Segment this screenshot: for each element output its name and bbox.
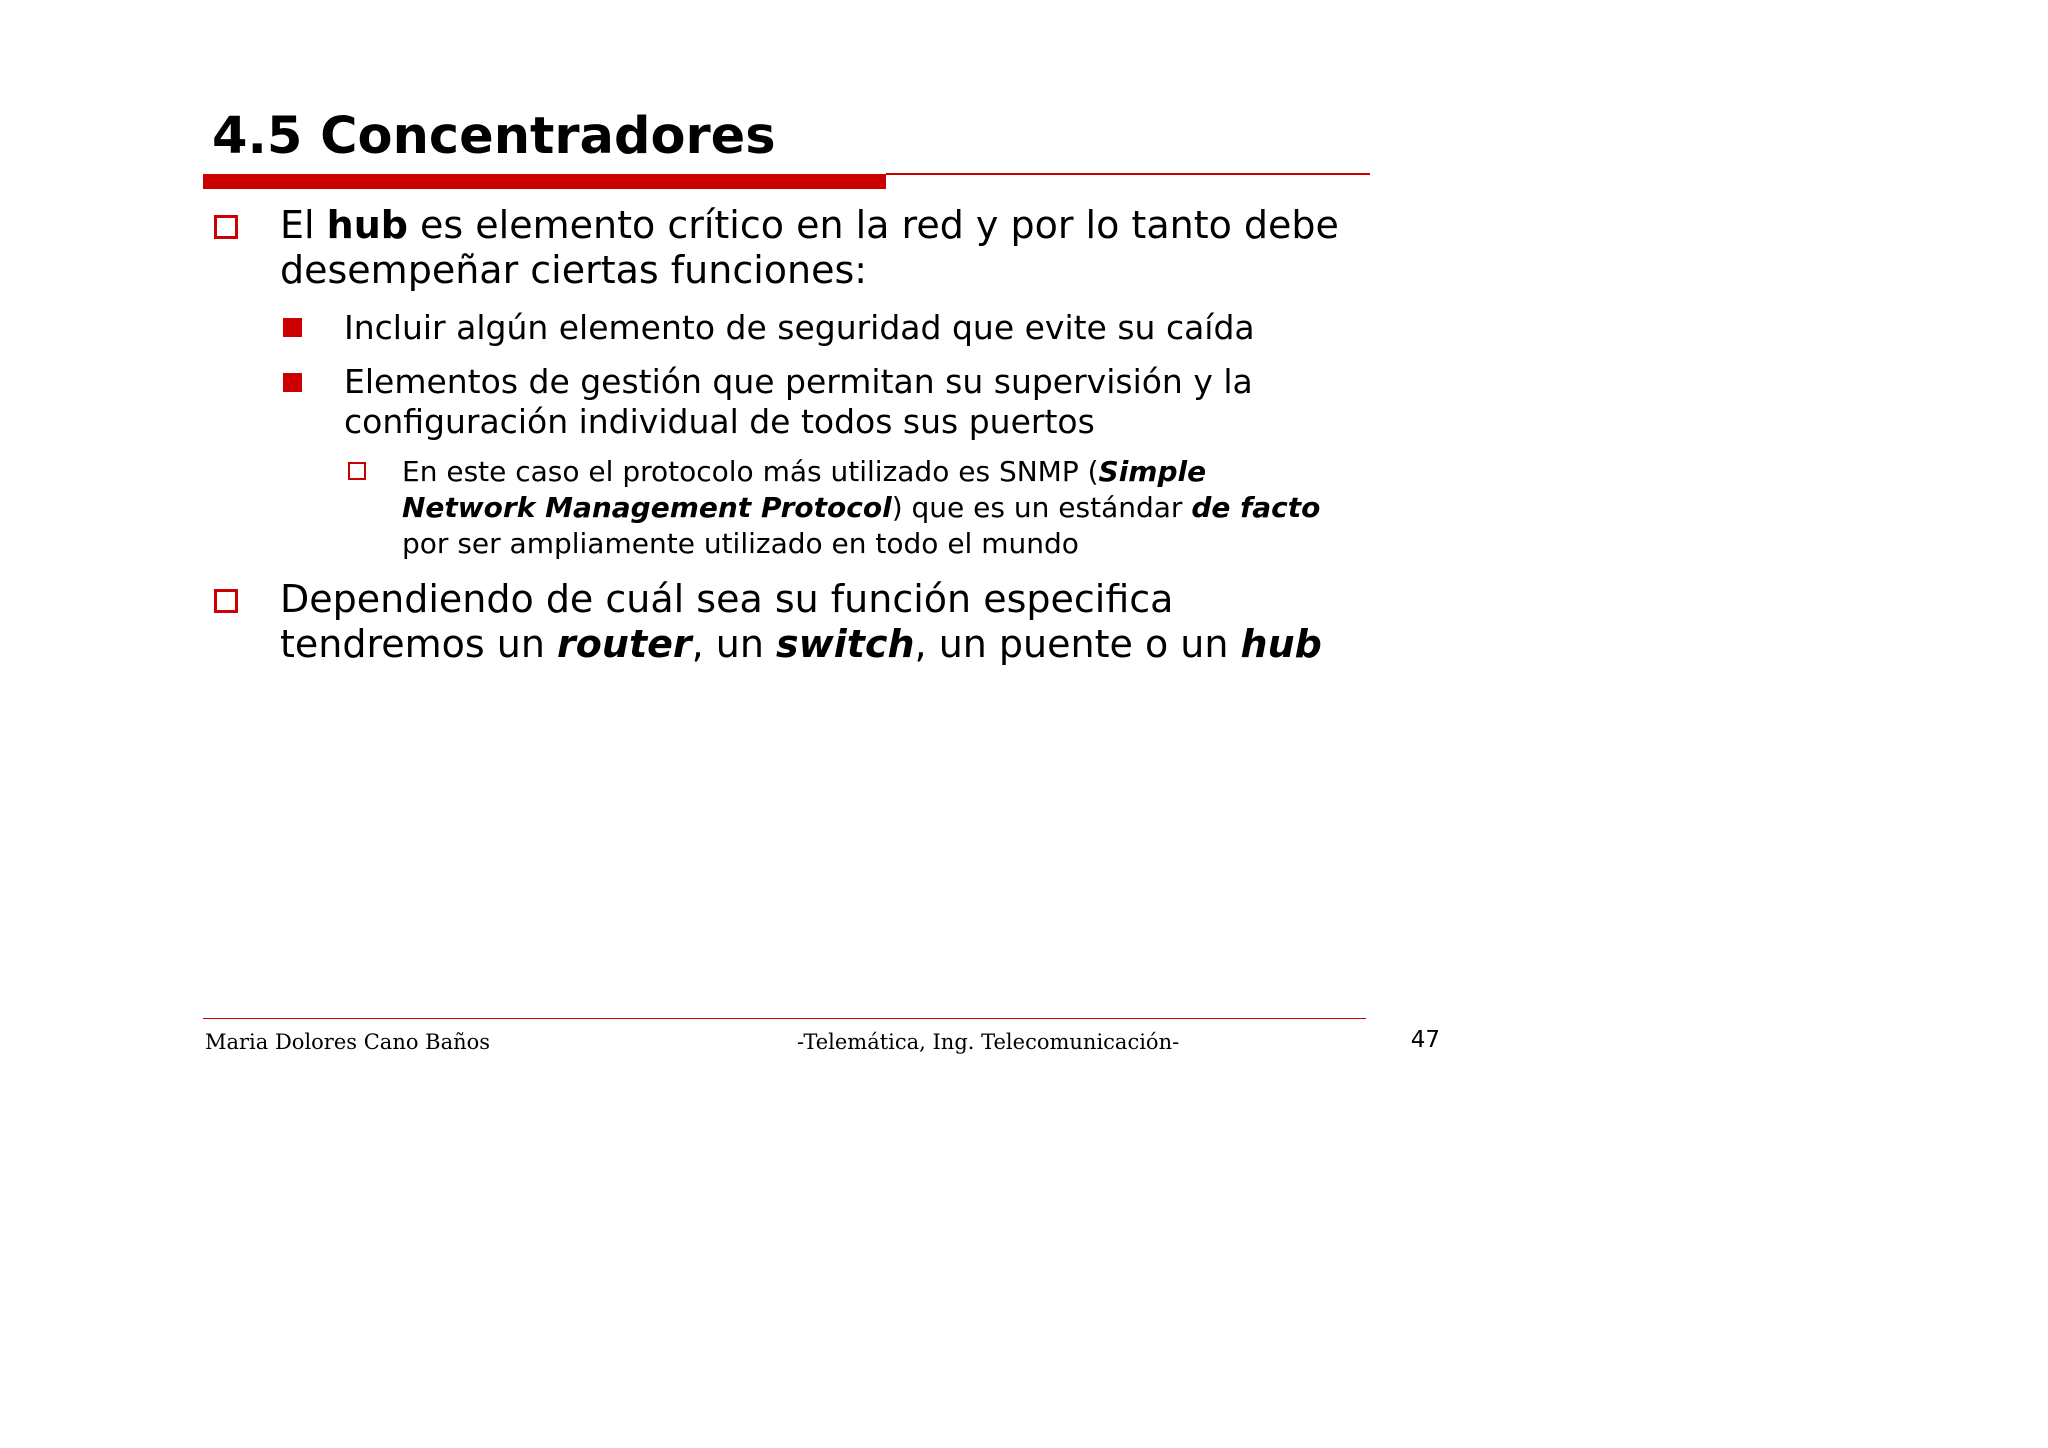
- sub-sub-bullet-line-2: Network Management Protocol) que es un estándar de facto: [402, 491, 1321, 524]
- title-underline-thin: [886, 173, 1370, 175]
- footer-author: Maria Dolores Cano Baños: [205, 1030, 491, 1054]
- hub-term: hub: [326, 203, 408, 247]
- title-underline-thick: [203, 174, 886, 189]
- bullet-1-line-2: desempeñar ciertas funciones:: [280, 248, 868, 292]
- sub-bullet-1-text: Incluir algún elemento de seguridad que evite su caída: [344, 308, 1255, 347]
- hub-term: hub: [1240, 622, 1322, 666]
- bullet-square-outline-icon: [348, 462, 366, 480]
- bullet-1-text: [280, 203, 1339, 293]
- sub-bullet-2-text: [344, 362, 1253, 442]
- bullet-square-outline-icon: [214, 215, 238, 239]
- bullet-square-outline-icon: [214, 589, 238, 613]
- sub-bullet-2-line-2: configuración individual de todos sus puertos: [344, 402, 1095, 441]
- sub-bullet-2-line-1: Elementos de gestión que permitan su supervisión y la: [344, 362, 1253, 401]
- sub-sub-bullet-line-3: por ser ampliamente utilizado en todo el mundo: [402, 527, 1079, 560]
- footer-course: -Telemática, Ing. Telecomunicación-: [797, 1030, 1180, 1054]
- bullet-2-line-1: Dependiendo de cuál sea su función especifica: [280, 577, 1174, 621]
- footer-divider: [203, 1018, 1366, 1019]
- router-term: router: [557, 622, 692, 666]
- page-number: 47: [1410, 1027, 1440, 1053]
- slide-title: 4.5 Concentradores: [212, 107, 776, 166]
- bullet-square-filled-icon: [283, 318, 302, 337]
- bullet-1-line-1: El hub es elemento crítico en la red y por lo tanto debe: [280, 203, 1339, 247]
- sub-sub-bullet-text: [402, 454, 1320, 562]
- bullet-square-filled-icon: [283, 373, 302, 392]
- bullet-2-text: [280, 577, 1322, 667]
- sub-sub-bullet-line-1: En este caso el protocolo más utilizado es SNMP (Simple: [402, 455, 1207, 488]
- bullet-2-line-2: tendremos un router, un switch, un puente o un hub: [280, 622, 1322, 666]
- switch-term: switch: [776, 622, 915, 666]
